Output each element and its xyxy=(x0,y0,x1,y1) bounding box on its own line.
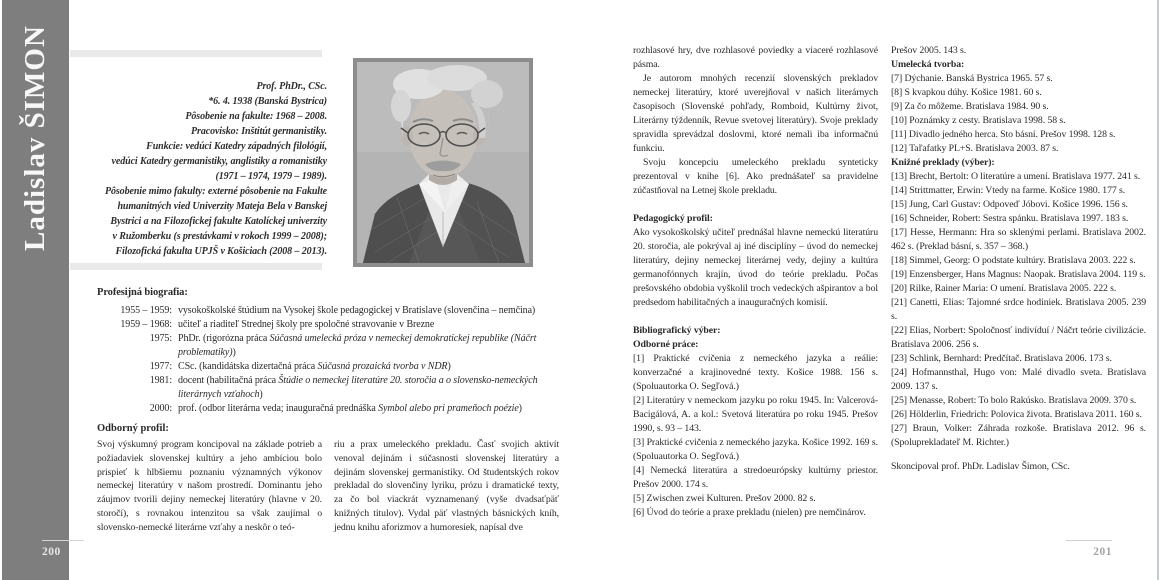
bibliography-item: [1] Praktické cvičenia z nemeckého jazyka a reálie: konverzačné a krajinovedné texty. Košice 1988. 156 s. (Spoluautorka O. Segľová.) xyxy=(633,353,878,392)
expert-profile-section xyxy=(97,423,559,535)
footer-rule-right xyxy=(1066,540,1112,541)
bibliography-heading: Bibliografický výber: xyxy=(633,325,721,336)
bio-text-post: ) xyxy=(259,389,263,400)
bibliography-continuation: Prešov 2005. 143 s. xyxy=(891,45,967,56)
bio-work-title: Súčasná prozaická tvorba v NDR xyxy=(317,361,448,372)
bibliography-item: [17] Hesse, Hermann: Hra so sklenými perlami. Bratislava 2002. 462 s. (Preklad básní, s. 357 – 368.) xyxy=(891,227,1146,252)
bio-text-pre: docent (habilitačná práca xyxy=(178,375,279,386)
works-heading: Odborné práce: xyxy=(633,339,699,350)
bibliography-item: [14] Strittmatter, Erwin: Vtedy na farme. Košice 1980. 177 s. xyxy=(891,185,1126,196)
biography-entry-text xyxy=(178,402,578,416)
bibliography-item: [18] Simmel, Georg: O podstate kultúry. Bratislava 2003. 222 s. xyxy=(891,255,1136,266)
profile-header-line: Pôsobenie mimo fakulty: externé pôsobenie na Fakulte xyxy=(104,186,327,197)
artistic-heading: Umelecká tvorba: xyxy=(891,59,965,70)
profile-header-block xyxy=(60,79,327,259)
bio-text-pre: vysokoškolské štúdium na Vysokej škole pedagogickej v Bratislave (slovenčina – nemčina) xyxy=(178,305,536,316)
bibliography-item: [19] Enzensberger, Hans Magnus: Naopak. Bratislava 2004. 119 s. xyxy=(891,269,1146,280)
page-number-right: 201 xyxy=(1093,546,1112,558)
paragraph: Svoju koncepciu umeleckého prekladu synteticky prezentoval v knihe [6]. Ako prednášateľ sa pravidelne zúčastňoval na Letnej škole prekladu. xyxy=(633,157,878,196)
bibliography-item: [11] Divadlo jedného herca. Sto básní. Prešov 1998. 128 s. xyxy=(891,129,1116,140)
biography-entry xyxy=(78,304,578,318)
bibliography-item: [5] Zwischen zwei Kulturen. Prešov 2000. 82 s. xyxy=(633,493,816,504)
scan-edge-artifact xyxy=(1157,0,1159,580)
biography-heading: Profesijná biografia: xyxy=(97,287,188,298)
biography-entry-years: 1955 – 1959: xyxy=(120,305,172,316)
profile-header-line: Funkcie: vedúci Katedry západných filológií, xyxy=(146,141,327,152)
portrait-photo xyxy=(353,58,533,267)
paragraph: Je autorom mnohých recenzií slovenských prekladov nemeckej literatúry, ktoré uverejňoval v našich literárnych časopisoch (Slovenské pohľady, Romboid, Kultúrny život, Literárny týždenník, Revue svetovej literatúry). Svoje preklady spravidla sprevádzal doslovmi, ktoré nemali iba informačnú funkciu. xyxy=(633,73,878,154)
bibliography-item: [8] S kvapkou dúhy. Košice 1981. 60 s. xyxy=(891,87,1042,98)
profile-header-line: Pracovisko: Inštitút germanistiky. xyxy=(191,126,327,137)
divider-band-bottom xyxy=(70,263,322,270)
page-number-left: 200 xyxy=(42,546,61,558)
profile-header-line: Prof. PhDr., CSc. xyxy=(256,81,327,92)
biography-entry-years: 1977: xyxy=(149,361,172,372)
right-page-columns xyxy=(633,44,1146,520)
biography-entry-years: 1981: xyxy=(149,375,172,386)
translations-heading: Knižné preklady (výber): xyxy=(891,157,995,168)
right-column-2 xyxy=(891,44,1146,520)
profile-header-line: vedúci Katedry germanistiky, anglistiky a romanistiky xyxy=(111,156,327,167)
biography-entry-years: 1959 – 1968: xyxy=(120,319,172,330)
closing-credit: Skoncipoval prof. PhDr. Ladislav Šimon, CSc. xyxy=(891,461,1070,472)
pedagogical-heading: Pedagogický profil: xyxy=(633,213,713,224)
footer-rule-left xyxy=(42,540,84,541)
expert-profile-col2: riu a prax umeleckého prekladu. Časť svojich aktivít venoval dejinám i súčasnosti slovenskej literatúry a dejinám slovenskej germanistiky. Od študentských rokov prekladal do slovenčiny lyriku, prózu i dramatické texty, za čo bol viackrát vyznamenaný (vyše dvadsaťpäť knižných titulov). Vydal päť vlastných básnických kníh, jednu knihu aforizmov a humoresiek, napísal dve xyxy=(334,439,559,533)
biography-entry xyxy=(78,374,578,402)
profile-header-line: Filozofická fakulta UPJŠ v Košiciach (2008 – 2013). xyxy=(115,246,327,257)
bio-text-pre: prof. (odbor literárna veda; inauguračná prednáška xyxy=(178,403,379,414)
bibliography-item: [25] Menasse, Robert: To bolo Rakúsko. Bratislava 2009. 370 s. xyxy=(891,395,1137,406)
paragraph: rozhlasové hry, dve rozhlasové poviedky a viaceré rozhlasové pásma. xyxy=(633,45,878,70)
bibliography-item: [3] Praktické cvičenia z nemeckého jazyka. Košice 1992. 169 s. (Spoluautorka O. Segľová.) xyxy=(633,437,878,462)
bio-text-post: ) xyxy=(447,361,451,372)
profile-header-line: Bystrici a na Filozofickej fakulte Katolíckej univerzity xyxy=(110,216,327,227)
bibliography-item: [7] Dýchanie. Banská Bystrica 1965. 57 s. xyxy=(891,73,1053,84)
bio-text-post: ) xyxy=(518,403,522,414)
profile-header-line: Pôsobenie na fakulte: 1968 – 2008. xyxy=(185,111,327,122)
biography-entry xyxy=(78,402,578,416)
bibliography-item: [20] Rilke, Rainer Maria: O umení. Bratislava 2005. 222 s. xyxy=(891,283,1117,294)
biography-entry-years: 2000: xyxy=(149,403,172,414)
pedagogical-text: Ako vysokoškolský učiteľ prednášal hlavne nemeckú literatúru 20. storočia, ale pokrýval aj iné disciplíny – úvod do nemeckej literatúry, dejiny nemeckej literárnej vedy, dejiny a kultúra germanofónnych krajín, úvod do teórie prekladu. Počas prešovského obdobia vyškolil troch vedeckých ašpirantov a bol predsedom habilitačných a inauguračných komisií. xyxy=(633,227,878,308)
bibliography-item: [4] Nemecká literatúra a stredoeurópsky kultúrny priestor. Prešov 2000. 174 s. xyxy=(633,465,878,490)
bio-text-post: ) xyxy=(232,347,236,358)
biography-entry-text xyxy=(178,304,578,318)
biography-entry-text xyxy=(178,374,578,402)
biography-entry xyxy=(78,318,578,332)
bibliography-item: [10] Poznámky z cesty. Bratislava 1998. 58 s. xyxy=(891,115,1066,126)
bibliography-item: [9] Za čo môžeme. Bratislava 1984. 90 s. xyxy=(891,101,1049,112)
profile-header-line: humanitných vied Univerzity Mateja Bela v Banskej xyxy=(117,201,327,212)
bibliography-item: [16] Schneider, Robert: Sestra spánku. Bratislava 1997. 183 s. xyxy=(891,213,1129,224)
expert-profile-columns xyxy=(97,438,559,535)
portrait-illustration xyxy=(357,62,529,263)
bibliography-item: [21] Canetti, Elias: Tajomné srdce hodiniek. Bratislava 2005. 239 s. xyxy=(891,297,1146,322)
bibliography-item: [13] Brecht, Bertolt: O literatúre a umení. Bratislava 1977. 241 s. xyxy=(891,171,1141,182)
expert-profile-col1: Svoj výskumný program koncipoval na základe potrieb a požiadaviek slovenskej kultúry a jeho ambíciou bolo prispieť k hlbšiemu poznaniu významných výkonov nemeckej literatúry v našom prostredí. Dominantu jeho záujmov tvorili dejiny nemeckej literatúry (hlavne v 20. storočí), s rovnakou intenzitou sa však zaujímal o slovensko-nemecké literárne vzťahy a neskôr o teó- xyxy=(97,439,322,533)
bibliography-item: [23] Schlink, Bernhard: Predčítač. Bratislava 2006. 173 s. xyxy=(891,353,1112,364)
bibliography-item: [22] Elias, Norbert: Spoločnosť indivíduí / Náčrt teórie civilizácie. Bratislava 2006. 256 s. xyxy=(891,325,1146,350)
profile-header-line: (1971 – 1974, 1979 – 1989). xyxy=(215,171,327,182)
right-column-1 xyxy=(633,44,878,520)
profile-header-line: *6. 4. 1938 (Banská Bystrica) xyxy=(208,96,327,107)
biography-entry-years: 1975: xyxy=(149,333,172,344)
bio-work-title: Štúdie o nemeckej literatúre 20. storočia a o slovensko-nemeckých literárnych vzťahoch xyxy=(178,375,538,400)
bio-text-pre: CSc. (kandidátska dizertačná práca xyxy=(178,361,318,372)
bibliography-item: [12] Taľafatky PL+S. Bratislava 2003. 87 s. xyxy=(891,143,1059,154)
biography-entry-text xyxy=(178,318,578,332)
profile-header-line: v Ružomberku (s prestávkami v rokoch 1999 – 2008); xyxy=(112,231,327,242)
bio-text-pre: učiteľ a riaditeľ Strednej školy pre spoločné stravovanie v Brezne xyxy=(178,319,435,330)
bibliography-item: [24] Hofmannsthal, Hugo von: Malé divadlo sveta. Bratislava 2009. 137 s. xyxy=(891,367,1146,392)
sidebar-name-tab xyxy=(2,0,69,580)
biography-entry xyxy=(78,332,578,360)
bio-work-title: Symbol alebo pri prameňoch poézie xyxy=(378,403,519,414)
biography-entry-text xyxy=(178,332,578,360)
professional-biography-section xyxy=(78,286,578,416)
divider-band-top xyxy=(70,50,322,57)
bibliography-item: [15] Jung, Carl Gustav: Odpoveď Jóbovi. Košice 1996. 156 s. xyxy=(891,199,1128,210)
biography-entry xyxy=(78,360,578,374)
bibliography-item: [27] Braun, Volker: Záhrada rozkoše. Bratislava 2012. 96 s. (Spoluprekladateľ M. Richter.) xyxy=(891,423,1146,448)
bibliography-item: [26] Hölderlin, Friedrich: Polovica života. Bratislava 2011. 160 s. xyxy=(891,409,1142,420)
expert-profile-heading: Odborný profil: xyxy=(97,423,169,434)
bibliography-item: [6] Úvod do teórie a praxe prekladu (nielen) pre nemčinárov. xyxy=(633,507,866,518)
bio-work-title: Súčasná umelecká próza v nemeckej demokratickej republike (Náčrt problematiky) xyxy=(178,333,537,358)
bibliography-item: [2] Literatúry v nemeckom jazyku po roku 1945. In: Valcerová-Bacigálová, A. a kol.: Svetová literatúra po roku 1945. Prešov 1990, s. 93 – 143. xyxy=(633,395,878,434)
bio-text-pre: PhDr. (rigorózna práca xyxy=(178,333,270,344)
person-name-vertical: Ladislav ŠIMON xyxy=(19,25,51,252)
biography-entry-text xyxy=(178,360,578,374)
